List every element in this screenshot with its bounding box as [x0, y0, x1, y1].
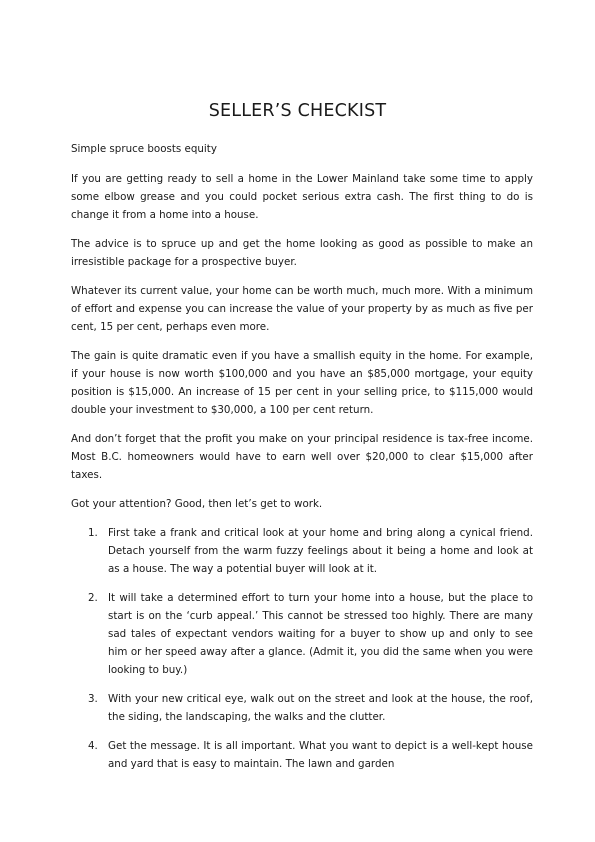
list-item [71, 589, 533, 679]
list-item [71, 737, 533, 773]
paragraph-value: Whatever its current value, your home can be worth much, much more. With a minimum of effort and expense you can increase the value of your property by as much as five per cent, 15 per cent, perhaps even more. [71, 285, 533, 333]
list-item-text: First take a frank and critical look at your home and bring along a cynical friend. Detach yourself from the warm fuzzy feelings about it being a home and look at as a house. The way a potential buyer will look at it. [108, 527, 533, 575]
document-subtitle: Simple spruce boosts equity [71, 143, 217, 155]
list-item-number: 1. [88, 527, 98, 539]
paragraph-advice: The advice is to spruce up and get the home looking as good as possible to make an irresistible package for a prospective buyer. [71, 238, 533, 268]
list-item-number: 2. [88, 592, 98, 604]
list-item-number: 3. [88, 693, 98, 705]
list-item [71, 690, 533, 726]
list-item-text: Get the message. It is all important. What you want to depict is a well-kept house and yard that is easy to maintain. The lawn and garden [108, 740, 533, 770]
document-body [71, 140, 533, 784]
paragraph-tax-free: And don’t forget that the profit you make on your principal residence is tax-free income. Most B.C. homeowners would have to earn well over $20,000 to clear $15,000 after taxes. [71, 433, 533, 481]
checklist-steps [71, 524, 533, 773]
list-item [71, 524, 533, 578]
list-item-text: It will take a determined effort to turn your home into a house, but the place to start is on the ‘curb appeal.’ This cannot be stressed too highly. There are many sad tales of expectant vendors waiting for a buyer to show up and only to see him or her speed away after a glance. (Admit it, you did the same when you were looking to buy.) [108, 592, 533, 676]
paragraph-call-to-work: Got your attention? Good, then let’s get to work. [71, 498, 323, 510]
paragraph-equity-example: The gain is quite dramatic even if you have a smallish equity in the home. For example, if your house is now worth $100,000 and you have an $85,000 mortgage, your equity position is $15,000. An increase of 15 per cent in your selling price, to $115,000 would double your investment to $30,000, a 100 per cent return. [71, 350, 533, 416]
list-item-number: 4. [88, 740, 98, 752]
list-item-text: With your new critical eye, walk out on the street and look at the house, the roof, the siding, the landscaping, the walks and the clutter. [108, 693, 533, 723]
document-title: SELLER’S CHECKIST [208, 101, 387, 121]
paragraph-intro: If you are getting ready to sell a home in the Lower Mainland take some time to apply some elbow grease and you could pocket serious extra cash. The first thing to do is change it from a home into a house. [71, 173, 533, 221]
